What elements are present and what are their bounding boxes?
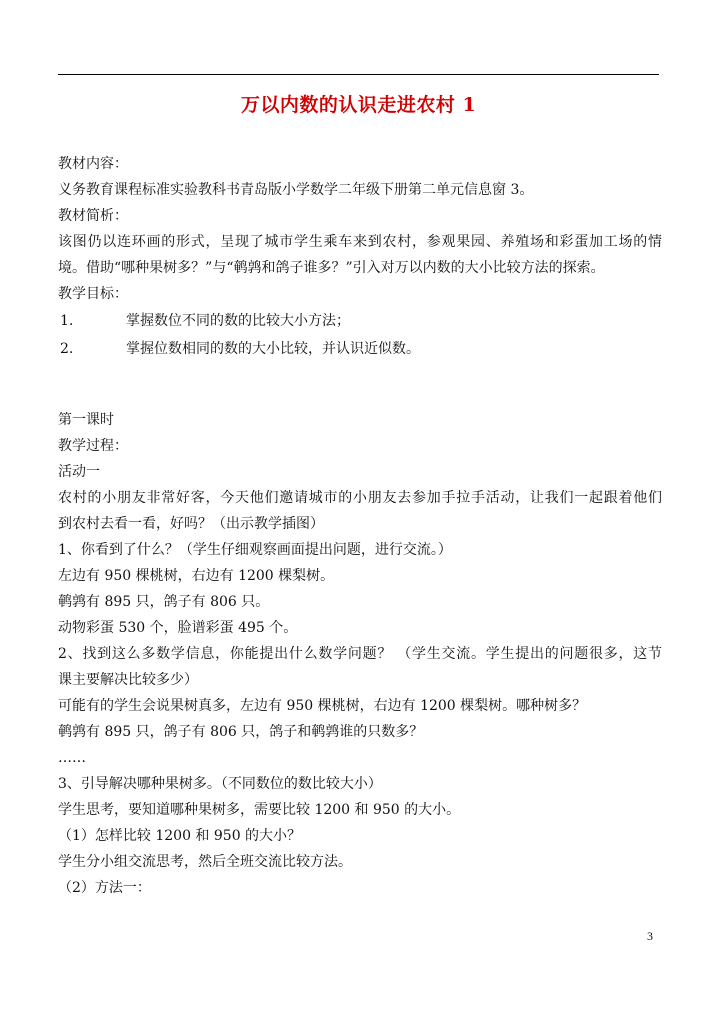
section-label-goals: 教学目标：	[58, 286, 128, 302]
step-3-heading: 3、引导解决哪种果树多。（不同数位的数比较大小）	[58, 776, 382, 792]
info-line-birds: 鹌鹑有 895 只，鸽子有 806 只。	[58, 594, 270, 610]
goal-text: 掌握数位不同的数的比较大小方法；	[126, 313, 350, 329]
page-number: 3	[647, 929, 653, 943]
student-question-birds: 鹌鹑有 895 只，鸽子有 806 只，鸽子和鹌鹑谁的只数多？	[58, 724, 424, 740]
ellipsis: ……	[58, 750, 86, 766]
goal-number: 2.	[60, 341, 74, 357]
step-1-question: 1、你看到了什么？（学生仔细观察画面提出问题，进行交流。）	[58, 542, 452, 558]
section-spacer	[58, 363, 662, 407]
info-line-eggs: 动物彩蛋 530 个，脸谱彩蛋 495 个。	[58, 620, 298, 636]
document-body	[58, 151, 662, 901]
step-2-question-cont: 课主要解决比较多少）	[58, 672, 198, 688]
document-title: 万以内数的认识走进农村 1	[240, 94, 477, 116]
paragraph-line: 到农村去看一看，好吗？（出示教学插图）	[58, 516, 324, 532]
step-2-question: 2、找到这么多数学信息，你能提出什么数学问题？ （学生交流。学生提出的问题很多，这节	[58, 646, 662, 662]
goal-item-1	[58, 307, 662, 335]
info-line-trees: 左边有 950 棵桃树，右边有 1200 棵梨树。	[58, 568, 335, 584]
analysis-text-line-2: 境。借助“哪种果树多？”与“鹌鹑和鸽子谁多？”引入对万以内数的大小比较方法的探索。	[58, 260, 605, 276]
student-question-trees: 可能有的学生会说果树真多，左边有 950 棵桃树，右边有 1200 棵梨树。哪种树多？	[58, 698, 587, 714]
analysis-text-line-1: 该图仍以连环画的形式，呈现了城市学生乘车来到农村，参观果园、养殖场和彩蛋加工场的情	[58, 234, 662, 250]
header-rule	[58, 74, 659, 75]
goal-number: 1.	[60, 313, 74, 329]
lesson-heading: 第一课时	[58, 412, 114, 428]
activity-heading: 活动一	[58, 464, 100, 480]
sub-question-2: （2）方法一：	[58, 880, 151, 896]
paragraph-line: 农村的小朋友非常好客，今天他们邀请城市的小朋友去参加手拉手活动，让我们一起跟着他们	[58, 490, 662, 506]
section-label-analysis: 教材简析：	[58, 208, 128, 224]
paragraph-line: 学生分小组交流思考，然后全班交流比较方法。	[58, 854, 352, 870]
section-label-content: 教材内容：	[58, 156, 128, 172]
sub-question-1: （1）怎样比较 1200 和 950 的大小？	[58, 828, 302, 844]
textbook-reference: 义务教育课程标准实验教科书青岛版小学数学二年级下册第二单元信息窗 3。	[58, 182, 534, 198]
goal-item-2	[58, 335, 662, 363]
goal-text: 掌握位数相同的数的大小比较，并认识近似数。	[126, 341, 420, 357]
paragraph-line: 学生思考，要知道哪种果树多，需要比较 1200 和 950 的大小。	[58, 802, 461, 818]
section-label-process: 教学过程：	[58, 438, 128, 454]
